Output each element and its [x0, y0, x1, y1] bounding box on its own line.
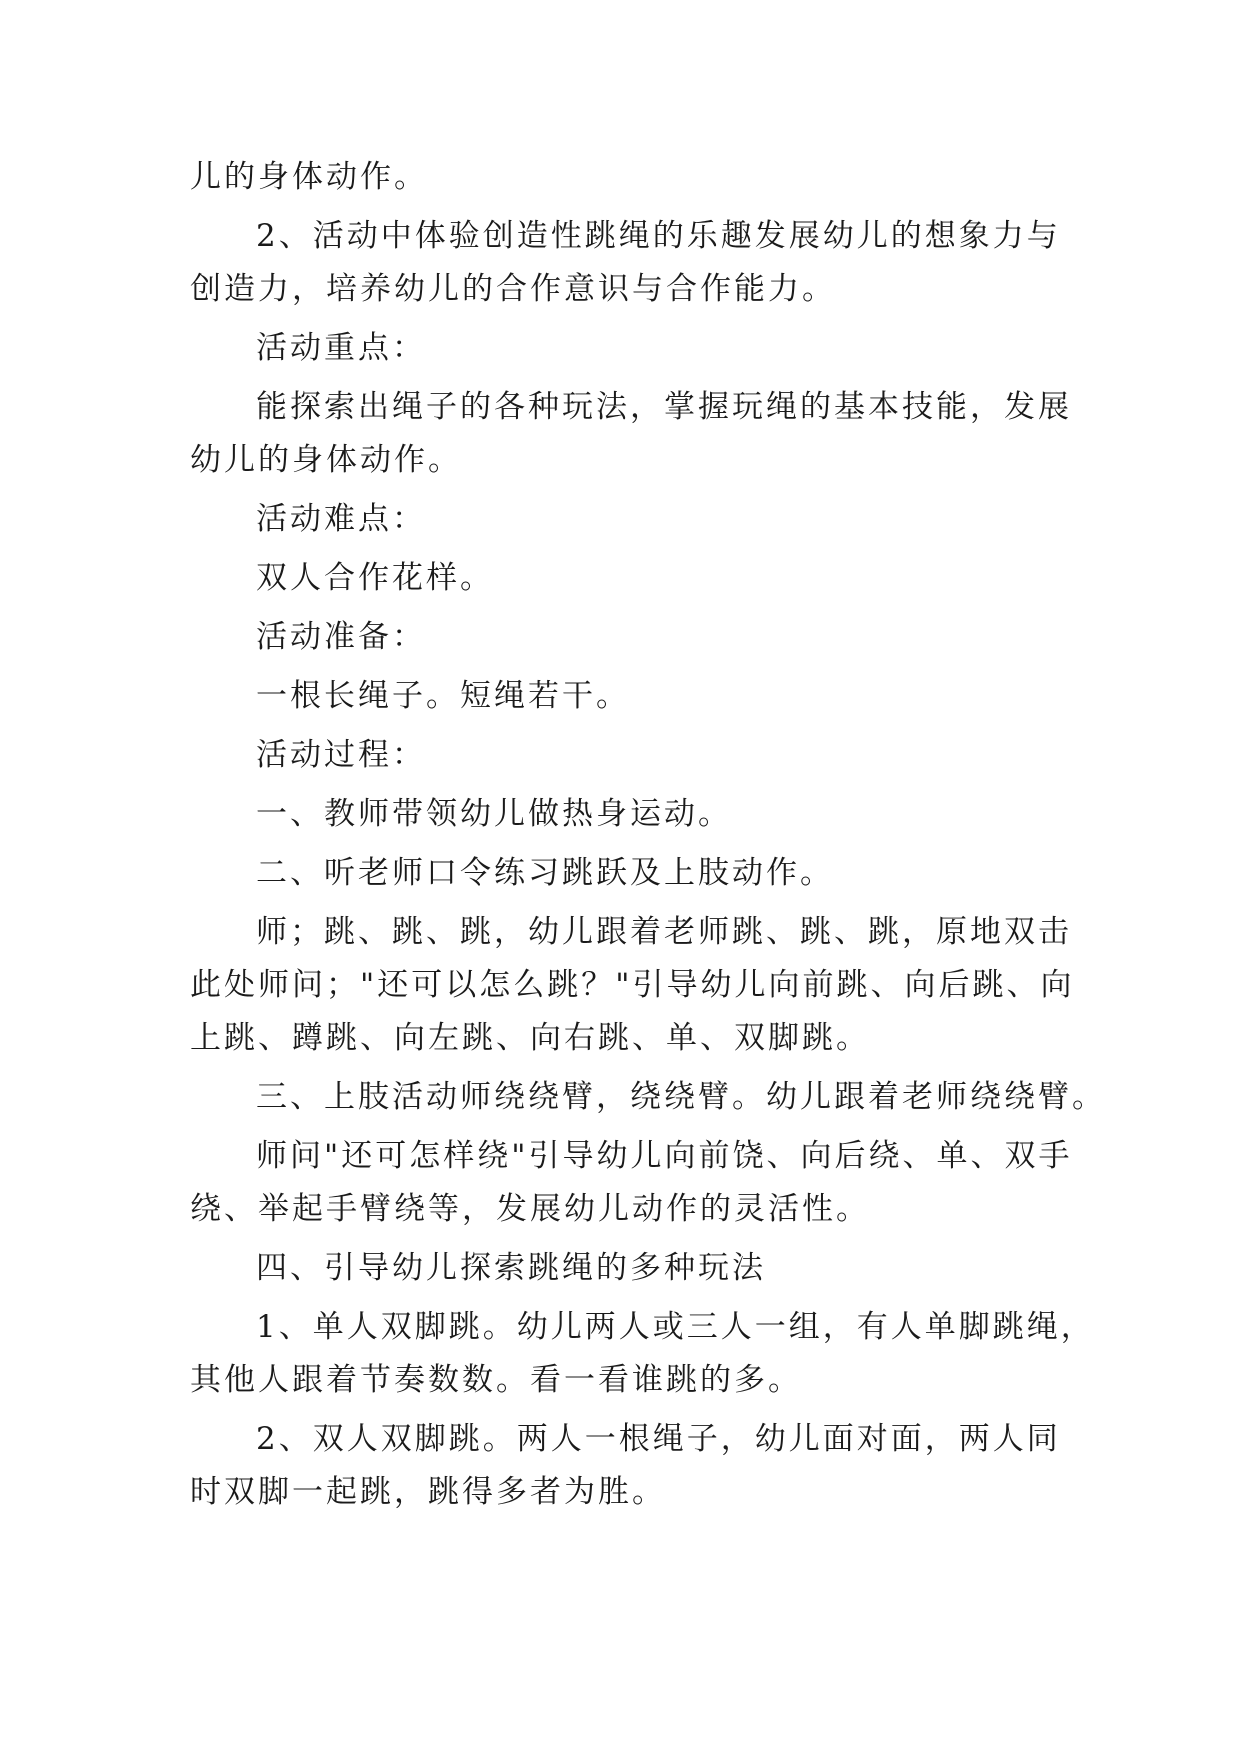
- paragraph-line: 儿的身体动作。: [190, 159, 428, 195]
- paragraph-line: 一、教师带领幼儿做热身运动。: [256, 796, 732, 832]
- paragraph-line: 幼儿的身体动作。: [190, 442, 462, 478]
- paragraph-line: 师问"还可怎样绕"引导幼儿向前饶、向后绕、单、双手: [256, 1138, 1073, 1174]
- paragraph-line: 此处师问；"还可以怎么跳？"引导幼儿向前跳、向后跳、向: [190, 967, 1075, 1003]
- paragraph-line: 时双脚一起跳，跳得多者为胜。: [190, 1474, 666, 1510]
- paragraph-line: 上跳、蹲跳、向左跳、向右跳、单、双脚跳。: [190, 1020, 870, 1056]
- paragraph-line: 能探索出绳子的各种玩法，掌握玩绳的基本技能，发展: [256, 389, 1072, 425]
- paragraph-line: 2、活动中体验创造性跳绳的乐趣发展幼儿的想象力与: [256, 218, 1061, 254]
- section-heading: 活动难点：: [256, 501, 426, 537]
- paragraph-line: 二、听老师口令练习跳跃及上肢动作。: [256, 855, 834, 891]
- section-heading: 活动过程：: [256, 737, 426, 773]
- paragraph-line: 其他人跟着节奏数数。看一看谁跳的多。: [190, 1362, 802, 1398]
- paragraph-line: 三、上肢活动师绕绕臂，绕绕臂。幼儿跟着老师绕绕臂。: [256, 1079, 1106, 1115]
- document-body: [190, 157, 1106, 1512]
- paragraph-line: 双人合作花样。: [256, 560, 494, 596]
- paragraph-line: 绕、举起手臂绕等，发展幼儿动作的灵活性。: [190, 1191, 870, 1227]
- paragraph-line: 师；跳、跳、跳，幼儿跟着老师跳、跳、跳，原地双击: [256, 914, 1072, 950]
- section-heading: 活动重点：: [256, 330, 426, 366]
- section-heading: 活动准备：: [256, 619, 426, 655]
- paragraph-line: 1、单人双脚跳。幼儿两人或三人一组，有人单脚跳绳，: [256, 1309, 1095, 1345]
- paragraph-line: 创造力，培养幼儿的合作意识与合作能力。: [190, 271, 836, 307]
- paragraph-line: 一根长绳子。短绳若干。: [256, 678, 630, 714]
- paragraph-line: 2、双人双脚跳。两人一根绳子，幼儿面对面，两人同: [256, 1421, 1061, 1457]
- paragraph-line: 四、引导幼儿探索跳绳的多种玩法: [256, 1250, 766, 1286]
